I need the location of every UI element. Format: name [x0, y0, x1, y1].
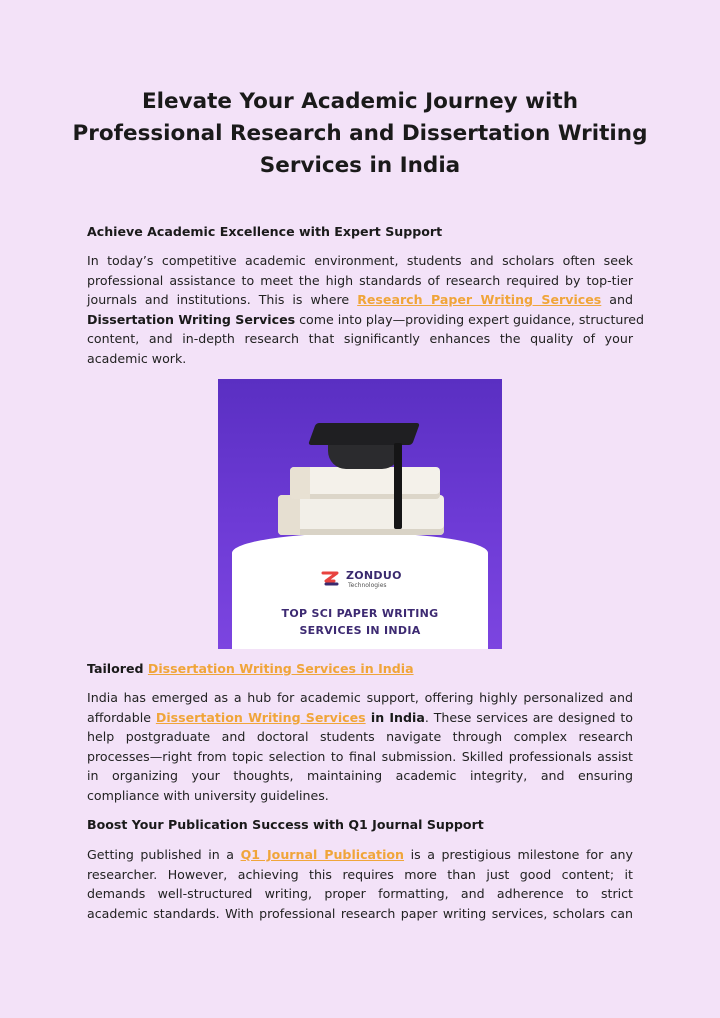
- paragraph-line: compliance with university guidelines.: [87, 787, 329, 803]
- promo-caption-line-2: SERVICES IN INDIA: [299, 624, 421, 637]
- paragraph-line: India has emerged as a hub for academic support, offering highly personalized and: [87, 690, 633, 705]
- book-spine: [278, 495, 300, 535]
- page-title: [60, 86, 660, 182]
- paragraph-line: help postgraduate and doctoral students navigate through complex research: [87, 729, 633, 745]
- promo-caption-line-1: TOP SCI PAPER WRITING: [281, 607, 439, 620]
- graduation-cap-board: [308, 423, 420, 445]
- bold-text: Dissertation Writing Services: [87, 311, 296, 327]
- book-spine: [290, 467, 310, 499]
- paragraph-line: researcher. However, achieving this requires more than just good content; it: [87, 866, 633, 882]
- section-heading-tailored: Tailored Dissertation Writing Services in India: [87, 661, 414, 676]
- brand-subtitle: Technologies: [348, 582, 387, 589]
- dissertation-writing-services-india-link[interactable]: Dissertation Writing Services in India: [147, 661, 414, 676]
- paragraph-line: Dissertation Writing Services come into play—providing expert guidance, structured: [87, 311, 645, 327]
- tassel: [394, 443, 402, 529]
- promo-image: [218, 379, 502, 649]
- title-line-2: Professional Research and Dissertation Writing: [72, 121, 648, 146]
- q1-journal-publication-link[interactable]: Q1 Journal Publication: [240, 847, 405, 862]
- paragraph-line: demands well-structured writing, proper formatting, and adherence to strict: [87, 886, 633, 902]
- dissertation-writing-services-link[interactable]: Dissertation Writing Services: [155, 709, 366, 725]
- paragraph-tailored: [87, 688, 633, 806]
- paragraph-line: processes—right from topic selection to final submission. Skilled professionals assist: [87, 748, 633, 764]
- paragraph-line: content, and in-depth research that significantly enhances the quality of your: [87, 331, 633, 347]
- paragraph-line: academic standards. With professional research paper writing services, scholars can: [87, 905, 633, 921]
- title-line-3: Services in India: [259, 153, 461, 178]
- paragraph-intro: [87, 251, 645, 369]
- title-line-1: Elevate Your Academic Journey with: [141, 89, 578, 114]
- brand-name: ZONDUO: [346, 569, 402, 582]
- paragraph-line: in organizing your thoughts, maintaining academic integrity, and ensuring: [87, 768, 633, 784]
- book-icon: [278, 495, 444, 535]
- paragraph-line: In today’s competitive academic environment, students and scholars often seek: [87, 253, 633, 268]
- paragraph-line: affordable Dissertation Writing Services in India. These services are designed to: [87, 709, 633, 725]
- book-icon: [290, 467, 440, 499]
- pedestal-top: [232, 533, 488, 573]
- zonduo-logo: [320, 569, 410, 593]
- paragraph-line: Getting published in a Q1 Journal Publication is a prestigious milestone for any: [87, 847, 633, 862]
- section-heading-excellence: Achieve Academic Excellence with Expert Support: [87, 224, 443, 239]
- zonduo-logo-mark-icon: [320, 570, 340, 590]
- paragraph-line: academic work.: [87, 350, 187, 366]
- section-heading-publication: Boost Your Publication Success with Q1 Journal Support: [87, 817, 484, 832]
- paragraph-line: journals and institutions. This is where Research Paper Writing Services and: [87, 292, 633, 308]
- research-paper-writing-services-link[interactable]: Research Paper Writing Services: [357, 292, 602, 308]
- paragraph-publication: [87, 845, 633, 923]
- paragraph-line: professional assistance to meet the high standards of research required by top-tier: [87, 272, 633, 288]
- promo-caption: [232, 605, 488, 639]
